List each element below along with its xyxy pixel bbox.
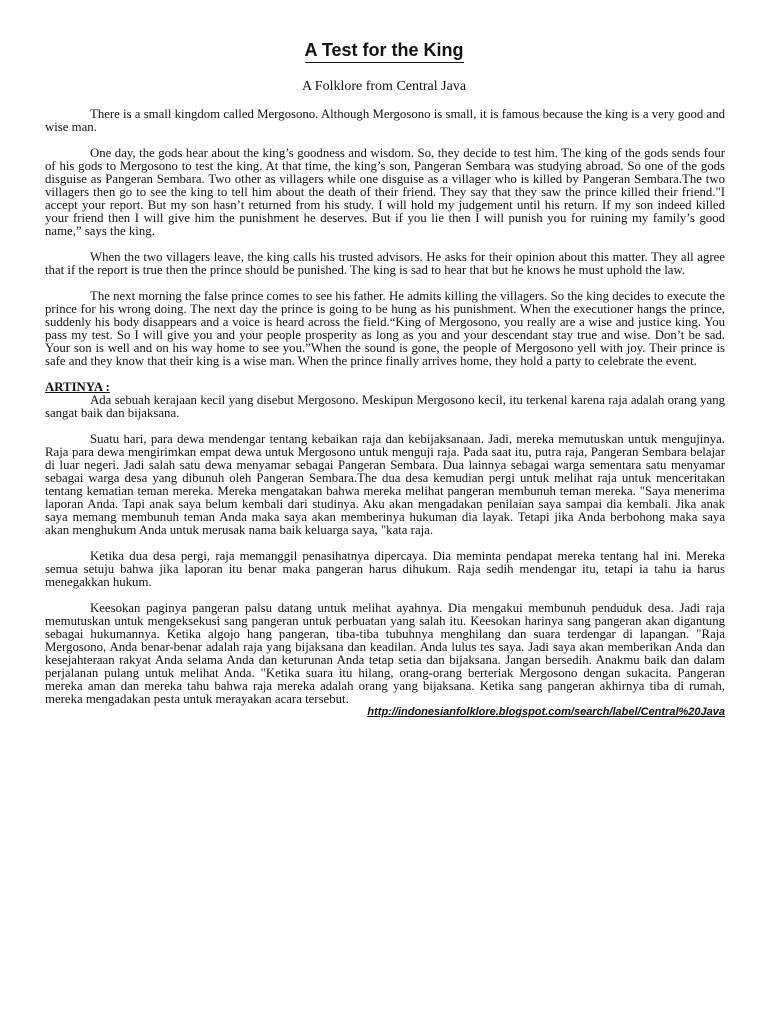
english-paragraph-4: The next morning the false prince comes to see his father. He admits killing the villagers. So the king decides to execute the prince for his wrong doing. The next day the prince is going to be hung as his punishment. When the executioner hangs the prince, suddenly his body disappears and a voice is heard across the field.“King of Mergosono, you really are a wise and justice king. You pass my test. So I will give you and your people prosperity as long as you and your descendant stay true and wise. Don’t be sad. Your son is well and on his way home to see you.”When the sound is gone, the people of Mergosono yell with joy. Their prince is safe and they know that their king is a wise man. When the prince finally arrives home, they hold a party to celebrate the event. <box>45 289 725 368</box>
english-paragraph-3: When the two villagers leave, the king calls his trusted advisors. He asks for their opinion about this matter. They all agree that if the report is true then the prince should be punished. The king is sad to hear that but he knows he must uphold the law. <box>45 250 725 277</box>
indonesian-paragraph-3: Ketika dua desa pergi, raja memanggil penasihatnya dipercaya. Dia meminta pendapat mereka tentang hal ini. Mereka semua setuju bahwa jika laporan itu benar maka pangeran harus dihukum. Raja sedih mendengar itu, tetapi ia tahu ia harus menegakkan hukum. <box>45 549 725 589</box>
english-paragraph-2: One day, the gods hear about the king’s goodness and wisdom. So, they decide to test him. The king of the gods sends four of his gods to Mergosono to test the king. At that time, the king’s son, Pangeran Sembara was studying abroad. So one of the gods disguise as Pangeran Sembara. Two other as villagers while one disguise as a villager who is killed by Pangeran Sembara.The two villagers then go to see the king to tell him about the death of their friend. They say that they saw the prince killed their friend."I accept your report. But my son hasn’t returned from his study. I will hold my judgement until his return. If my son indeed killed your friend then I will give him the punishment he deserves. But if you lie then I will punish you for ruining my family’s good name,” says the king. <box>45 146 725 238</box>
artinya-heading: ARTINYA : <box>45 380 110 394</box>
document-subtitle: A Folklore from Central Java <box>301 79 467 94</box>
source-link[interactable]: http://indonesianfolklore.blogspot.com/search/label/Central%20Java <box>367 706 725 718</box>
indonesian-paragraph-2: Suatu hari, para dewa mendengar tentang kebaikan raja dan kebijaksanaan. Jadi, mereka memutuskan untuk mengujinya. Raja para dewa mengirimkan empat dewa untuk Mergosono untuk menguji raja. Pada saat itu, putra raja, Pangeran Sembara belajar di luar negeri. Jadi salah satu dewa menyamar sebagai Pangeran Sembara. Dua lainnya sebagai warga sementara satu menyamar sebagai warga desa yang dibunuh oleh Pangeran Sembara.The dua desa kemudian pergi untuk melihat raja untuk menceritakan tentang kematian teman mereka. Mereka mengatakan bahwa mereka melihat pangeran membunuh teman mereka. "Saya menerima laporan Anda. Tapi anak saya belum kembali dari studinya. Aku akan mengadakan penilaian saya sampai dia kembali. Jika anak saya memang membunuh teman Anda maka saya akan memberinya hukuman dia layak. Tetapi jika Anda berbohong maka saya akan menghukum Anda untuk merusak nama baik keluarga saya, "kata raja. <box>45 432 725 537</box>
indonesian-paragraph-1: Ada sebuah kerajaan kecil yang disebut Mergosono. Meskipun Mergosono kecil, itu terkenal karena raja adalah orang yang sangat baik dan bijaksana. <box>45 393 725 420</box>
indonesian-paragraph-4: Keesokan paginya pangeran palsu datang untuk melihat ayahnya. Dia mengakui membunuh penduduk desa. Jadi raja memutuskan untuk mengeksekusi sang pangeran untuk perbuatan yang salah itu. Keesokan harinya sang pangeran akan digantung sebagai hukumannya. Ketika algojo hang pangeran, tiba-tiba tubuhnya menghilang dan suara terdengar di lapangan. "Raja Mergosono, Anda benar-benar adalah raja yang bijaksana dan keadilan. Anda lulus tes saya. Jadi saya akan memberikan Anda dan kesejahteraan rakyat Anda selama Anda dan keturunan Anda tetap setia dan bijaksana. Jangan bersedih. Anakmu baik dan dalam perjalanan pulang untuk melihat Anda. "Ketika suara itu hilang, orang-orang berteriak Mergosono dengan sukacita. Pangeran mereka aman dan mereka tahu bahwa raja mereka adalah orang yang bijaksana. Ketika sang pangeran akhirnya tiba di rumah, mereka mengadakan pesta untuk merayakan acara tersebut. <box>45 601 725 706</box>
document-title: A Test for the King <box>0 40 768 61</box>
english-paragraph-1: There is a small kingdom called Mergosono. Although Mergosono is small, it is famous because the king is a very good and wise man. <box>45 107 725 134</box>
document-body <box>45 108 725 732</box>
